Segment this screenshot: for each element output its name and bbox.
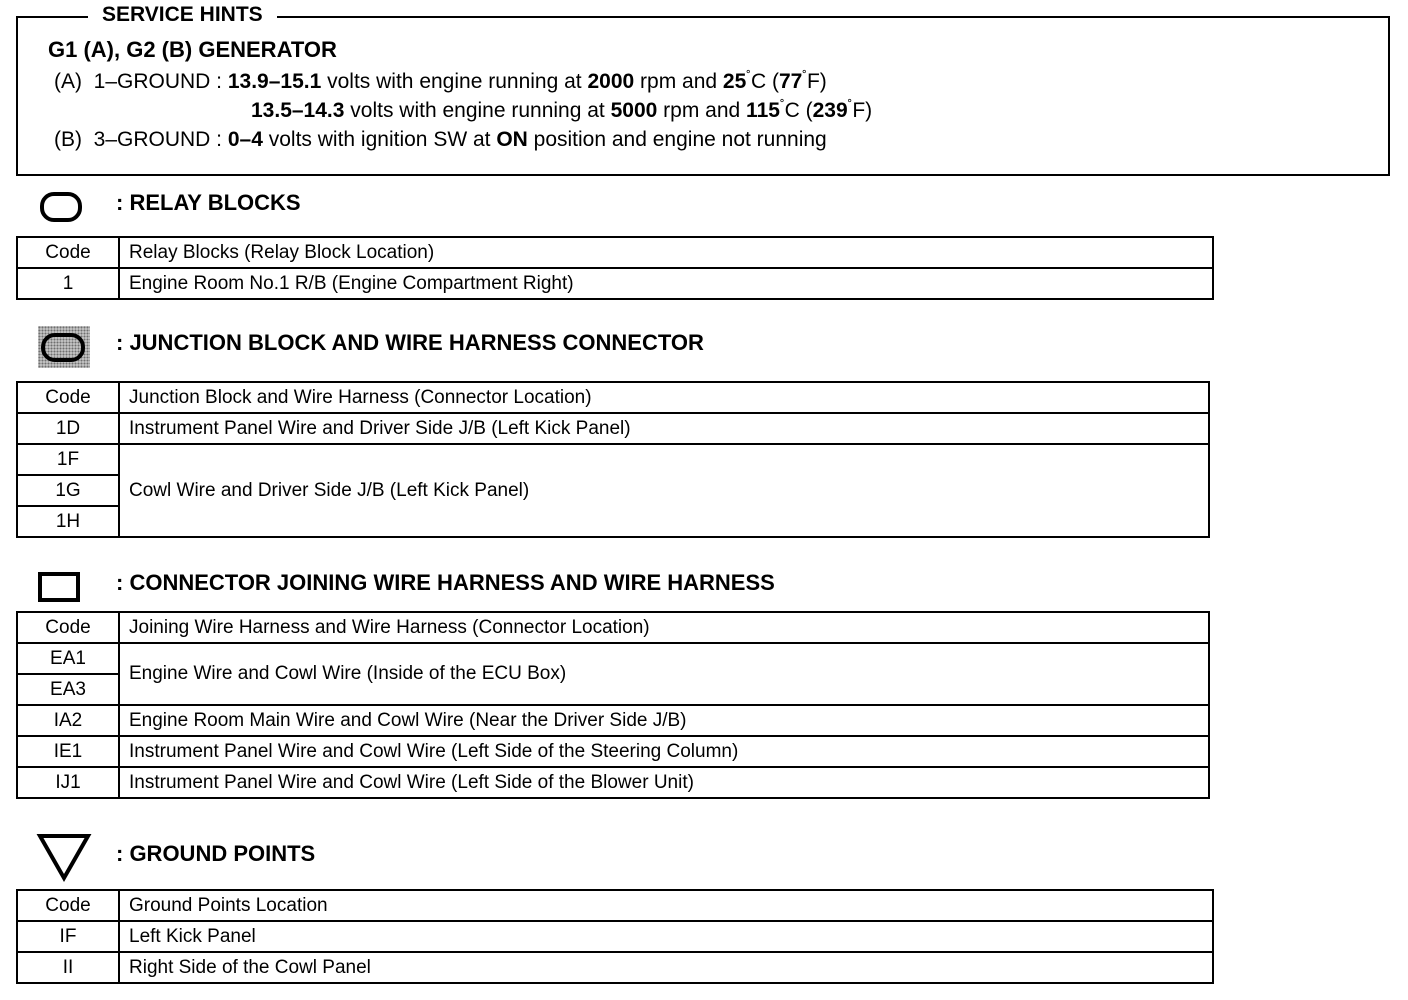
header-code: Code (17, 237, 119, 268)
row-code: II (17, 952, 119, 983)
table-header-row (17, 890, 1213, 921)
service-hints-title: G1 (A), G2 (B) GENERATOR (48, 37, 337, 62)
hint-line-b: (B) 3–GROUND : 0–4 volts with ignition SW at ON position and engine not running (54, 128, 827, 151)
ground-point-symbol-icon (36, 832, 92, 884)
row-code: 1 (17, 268, 119, 299)
junction-block-symbol-icon (38, 326, 90, 368)
table-header-row (17, 612, 1209, 643)
header-code: Code (17, 382, 119, 413)
header-desc: Joining Wire Harness and Wire Harness (Connector Location) (119, 612, 1209, 643)
table-row (17, 736, 1209, 767)
relay-block-symbol-icon (40, 192, 82, 222)
table-row (17, 921, 1213, 952)
row-code: 1G (17, 475, 119, 506)
connector-symbol-icon (38, 572, 80, 602)
row-desc: Cowl Wire and Driver Side J/B (Left Kick Panel) (119, 444, 1209, 537)
row-desc: Engine Room Main Wire and Cowl Wire (Near the Driver Side J/B) (119, 705, 1209, 736)
table-header-row (17, 237, 1213, 268)
row-code: 1D (17, 413, 119, 444)
header-desc: Relay Blocks (Relay Block Location) (119, 237, 1213, 268)
row-code: IE1 (17, 736, 119, 767)
row-desc: Engine Wire and Cowl Wire (Inside of the ECU Box) (119, 643, 1209, 705)
table-row (17, 268, 1213, 299)
header-code: Code (17, 612, 119, 643)
connectors-title: : CONNECTOR JOINING WIRE HARNESS AND WIRE HARNESS (116, 570, 775, 595)
ground-points-table (16, 889, 1214, 984)
connectors-table (16, 611, 1210, 799)
table-row (17, 643, 1209, 674)
row-code: IJ1 (17, 767, 119, 798)
row-code: EA1 (17, 643, 119, 674)
table-row (17, 767, 1209, 798)
junction-blocks-table (16, 381, 1210, 538)
row-code: IF (17, 921, 119, 952)
row-desc: Instrument Panel Wire and Cowl Wire (Left Side of the Blower Unit) (119, 767, 1209, 798)
ground-points-title: : GROUND POINTS (116, 841, 316, 866)
relay-blocks-table (16, 236, 1214, 300)
row-desc: Engine Room No.1 R/B (Engine Compartment Right) (119, 268, 1213, 299)
junction-blocks-title: : JUNCTION BLOCK AND WIRE HARNESS CONNECTOR (116, 330, 704, 355)
row-code: IA2 (17, 705, 119, 736)
table-row (17, 413, 1209, 444)
row-desc: Left Kick Panel (119, 921, 1213, 952)
table-header-row (17, 382, 1209, 413)
table-row (17, 444, 1209, 475)
row-code: 1F (17, 444, 119, 475)
row-desc: Right Side of the Cowl Panel (119, 952, 1213, 983)
row-code: 1H (17, 506, 119, 537)
hint-line-a: (A) 1–GROUND : 13.9–15.1 volts with engine running at 2000 rpm and 25˚C (77˚F) (54, 68, 827, 93)
hint-line-a2: 13.5–14.3 volts with engine running at 5000 rpm and 115˚C (239˚F) (251, 97, 873, 122)
header-code: Code (17, 890, 119, 921)
table-row (17, 952, 1213, 983)
header-desc: Ground Points Location (119, 890, 1213, 921)
row-desc: Instrument Panel Wire and Driver Side J/B (Left Kick Panel) (119, 413, 1209, 444)
header-desc: Junction Block and Wire Harness (Connector Location) (119, 382, 1209, 413)
relay-blocks-title: : RELAY BLOCKS (116, 190, 301, 215)
table-row (17, 705, 1209, 736)
service-hints-legend: SERVICE HINTS (88, 2, 277, 28)
row-code: EA3 (17, 674, 119, 705)
row-desc: Instrument Panel Wire and Cowl Wire (Left Side of the Steering Column) (119, 736, 1209, 767)
